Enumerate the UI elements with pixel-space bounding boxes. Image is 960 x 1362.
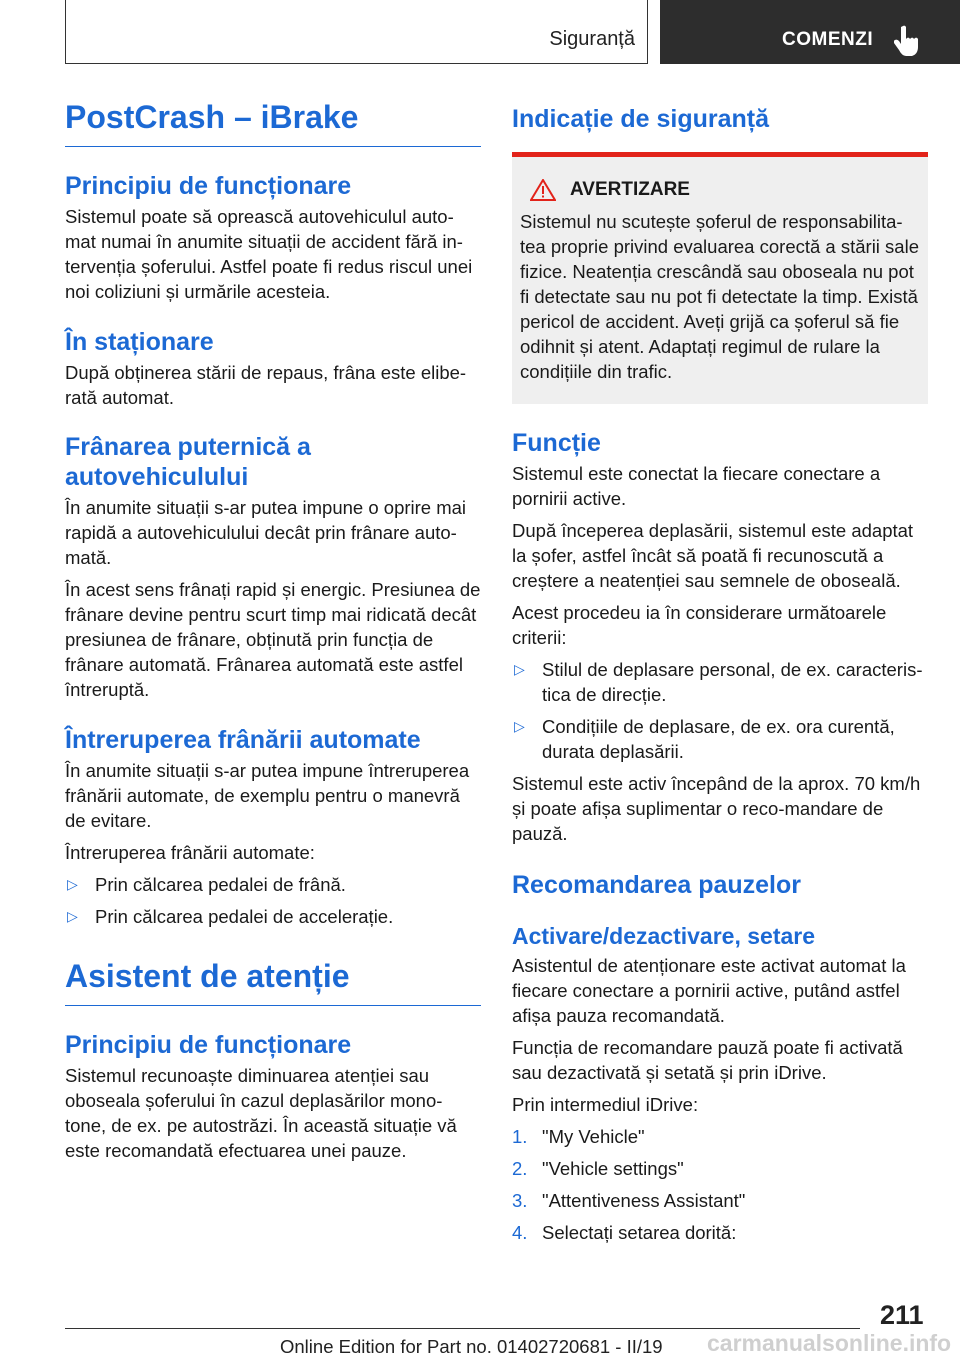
header-chapter-label: COMENZI: [782, 29, 874, 50]
list-item: 3. "Attentiveness Assistant": [512, 1190, 746, 1211]
section-postcrash: [65, 98, 481, 147]
list-criterii: [512, 657, 928, 764]
text-intrerupere-2: Întreruperea frânării automate:: [65, 842, 315, 863]
text-principiu: Sistemul poate să oprească autovehiculul auto-mat numai în anumite situații de accident fără in-tervenția șoferului. Astfel poate fi redus riscul unei noi coliziuni și urmările acesteia.: [65, 206, 473, 302]
text-stationare: După obținerea stării de repaus, frâna este elibe-rată automat.: [65, 362, 467, 408]
text-activare-1: Asistentul de atenționare este activat automat la fiecare conectare a pornirii active, putând astfel afișa pauza recomandată.: [512, 955, 906, 1026]
text-franare-1: În anumite situații s-ar putea impune o oprire mai rapidă a autovehiculului decât prin frânare auto-mată.: [65, 497, 467, 568]
list-item: ▷ Prin călcarea pedalei de frână.: [67, 874, 346, 895]
list-item: 1. "My Vehicle": [512, 1126, 645, 1147]
warning-label: AVERTIZARE: [570, 179, 690, 200]
footer-divider: [65, 1328, 860, 1329]
text-functie-4: Sistemul este activ începând de la aprox. 70 km/h și poate afișa suplimentar o reco-mandare de pauză.: [512, 773, 921, 844]
text-functie-2: După începerea deplasării, sistemul este adaptat la șofer, astfel încât să poată fi recunoscută a creștere a neatenției sau semnele de oboseală.: [512, 520, 914, 591]
right-column: [512, 98, 928, 1245]
left-column: [65, 98, 481, 1163]
warning-title: [520, 179, 920, 201]
heading-principiu: Principiu de funcționare: [65, 172, 352, 200]
list-item: 4. Selectați setarea dorită:: [512, 1222, 737, 1243]
warning-box: [512, 152, 928, 404]
text-principiu-2: Sistemul recunoaște diminuarea atenției sau oboseala șoferului în cazul deplasărilor mono-tone, de ex. pe autostrăzi. În această situație vă este recomandată efectuarea unei pauze.: [65, 1065, 457, 1161]
heading-franare: Frânarea puternică a autovehiculului: [65, 433, 311, 491]
heading-principiu-2: Principiu de funcționare: [65, 1031, 352, 1059]
text-functie-1: Sistemul este conectat la fiecare conectare a pornirii active.: [512, 463, 881, 509]
header-section-title: Siguranță: [549, 28, 635, 50]
warning-triangle-icon: [530, 179, 556, 201]
list-item: 2. "Vehicle settings": [512, 1158, 684, 1179]
heading-functie: Funcție: [512, 429, 601, 457]
title-postcrash: PostCrash – iBrake: [65, 99, 359, 135]
warning-text: Sistemul nu scutește șoferul de responsabilita-tea proprie privind evaluarea corectă a stării sale fizice. Neatenția crescândă sau oboseala nu pot fi detectate sau nu pot fi detectate la timp. Există pericol de accident. Aveți grijă ca șoferul să fie odihnit și atent. Adaptați regimul de rulare la condițiile din trafic.: [520, 211, 919, 382]
heading-activare: Activare/dezactivare, setare: [512, 923, 816, 949]
text-functie-3: Acest procedeu ia în considerare următoarele criterii:: [512, 602, 887, 648]
heading-siguranta: Indicație de siguranță: [512, 105, 770, 133]
title-asistent: Asistent de atenție: [65, 958, 350, 994]
hand-pointer-icon: [894, 24, 922, 56]
list-item: ▷ Stilul de deplasare personal, de ex. caracteris-tica de direcție.: [514, 659, 923, 705]
header-chapter-tab[interactable]: [660, 0, 960, 64]
page-number: 211: [880, 1300, 924, 1330]
list-intrerupere: [65, 872, 481, 929]
triangle-bullet-icon: ▷: [67, 908, 78, 924]
triangle-bullet-icon: ▷: [67, 876, 78, 892]
heading-intrerupere: Întreruperea frânării automate: [65, 726, 421, 754]
header-section-box: [65, 0, 648, 64]
list-item: ▷ Condițiile de deplasare, de ex. ora curentă, durata deplasării.: [514, 716, 895, 762]
watermark: carmanualsonline.info: [707, 1330, 952, 1356]
text-intrerupere: În anumite situații s-ar putea impune întreruperea frânării automate, de exemplu pentru o manevră de evitare.: [65, 760, 470, 831]
text-franare-2: În acest sens frânați rapid și energic. Presiunea de frânare devine pentru scurt timp mai ridicată decât presiunea de frânare, obținută prin funcția de frânare automată. Frânarea automată este astfel întreruptă.: [65, 579, 481, 700]
section-asistent: [65, 957, 481, 1006]
list-item: ▷ Prin călcarea pedalei de accelerație.: [67, 906, 394, 927]
heading-stationare: În staționare: [65, 328, 214, 356]
heading-recomandare: Recomandarea pauzelor: [512, 871, 801, 899]
text-activare-3: Prin intermediul iDrive:: [512, 1094, 699, 1115]
footer-edition: Online Edition for Part no. 01402720681 - II/19: [280, 1336, 663, 1357]
triangle-bullet-icon: ▷: [514, 718, 525, 734]
steps-list: [512, 1124, 928, 1245]
triangle-bullet-icon: ▷: [514, 661, 525, 677]
text-activare-2: Funcția de recomandare pauză poate fi activată sau dezactivată și setată și prin iDrive.: [512, 1037, 903, 1083]
